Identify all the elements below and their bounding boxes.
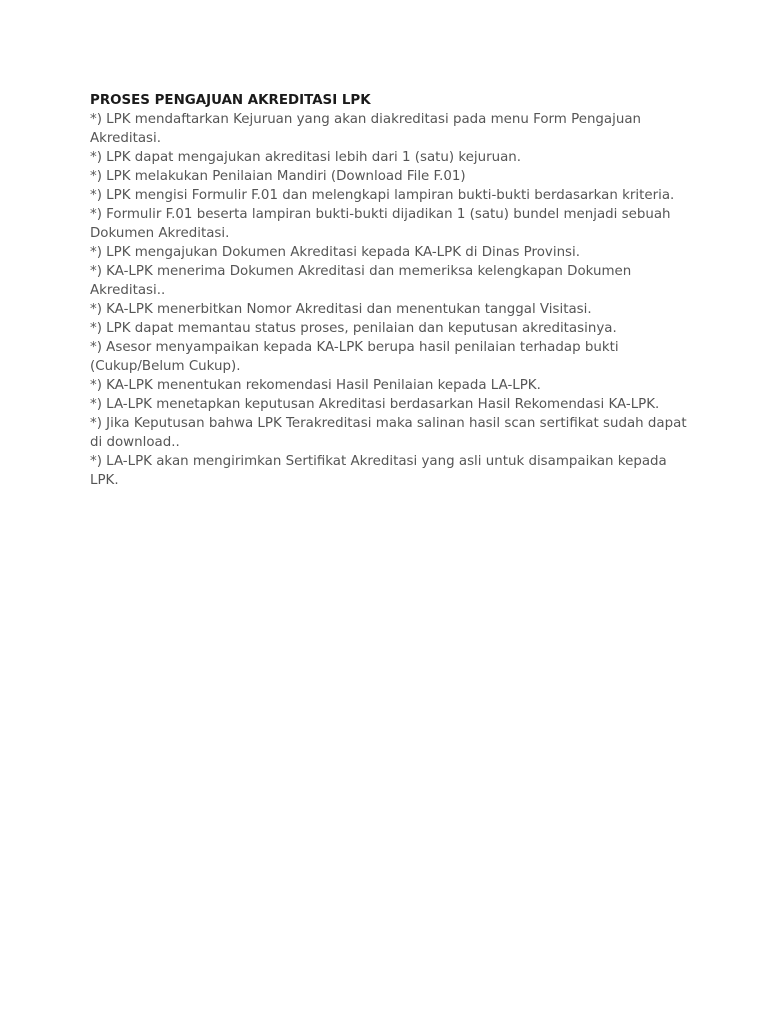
process-step: *) LA-LPK menetapkan keputusan Akreditasi berdasarkan Hasil Rekomendasi KA-LPK. (90, 397, 660, 412)
process-step: *) LA-LPK akan mengirimkan Sertifikat Akreditasi yang asli untuk disampaikan kepada LPK. (90, 454, 667, 488)
process-step: *) KA-LPK menerbitkan Nomor Akreditasi dan menentukan tanggal Visitasi. (90, 302, 592, 317)
process-step: *) LPK mendaftarkan Kejuruan yang akan diakreditasi pada menu Form Pengajuan Akreditasi. (90, 112, 642, 146)
document-title: PROSES PENGAJUAN AKREDITASI LPK (90, 93, 371, 108)
process-step: *) Jika Keputusan bahwa LPK Terakreditasi maka salinan hasil scan sertifikat sudah dapat di download.. (90, 416, 687, 450)
process-step: *) LPK dapat memantau status proses, penilaian dan keputusan akreditasinya. (90, 321, 617, 336)
process-step: *) LPK mengisi Formulir F.01 dan melengkapi lampiran bukti-bukti berdasarkan kriteria. (90, 188, 675, 203)
process-step: *) LPK melakukan Penilaian Mandiri (Download File F.01) (90, 169, 466, 184)
process-step: *) Formulir F.01 beserta lampiran bukti-bukti dijadikan 1 (satu) bundel menjadi sebuah Dokumen Akreditasi. (90, 207, 671, 241)
document-page (90, 91, 690, 490)
process-step: *) KA-LPK menerima Dokumen Akreditasi dan memeriksa kelengkapan Dokumen Akreditasi.. (90, 264, 632, 298)
process-step: *) LPK dapat mengajukan akreditasi lebih dari 1 (satu) kejuruan. (90, 150, 522, 165)
process-step: *) Asesor menyampaikan kepada KA-LPK berupa hasil penilaian terhadap bukti (Cukup/Belum Cukup). (90, 340, 619, 374)
process-step: *) LPK mengajukan Dokumen Akreditasi kepada KA-LPK di Dinas Provinsi. (90, 245, 581, 260)
process-step: *) KA-LPK menentukan rekomendasi Hasil Penilaian kepada LA-LPK. (90, 378, 541, 393)
process-step-list (90, 110, 690, 490)
